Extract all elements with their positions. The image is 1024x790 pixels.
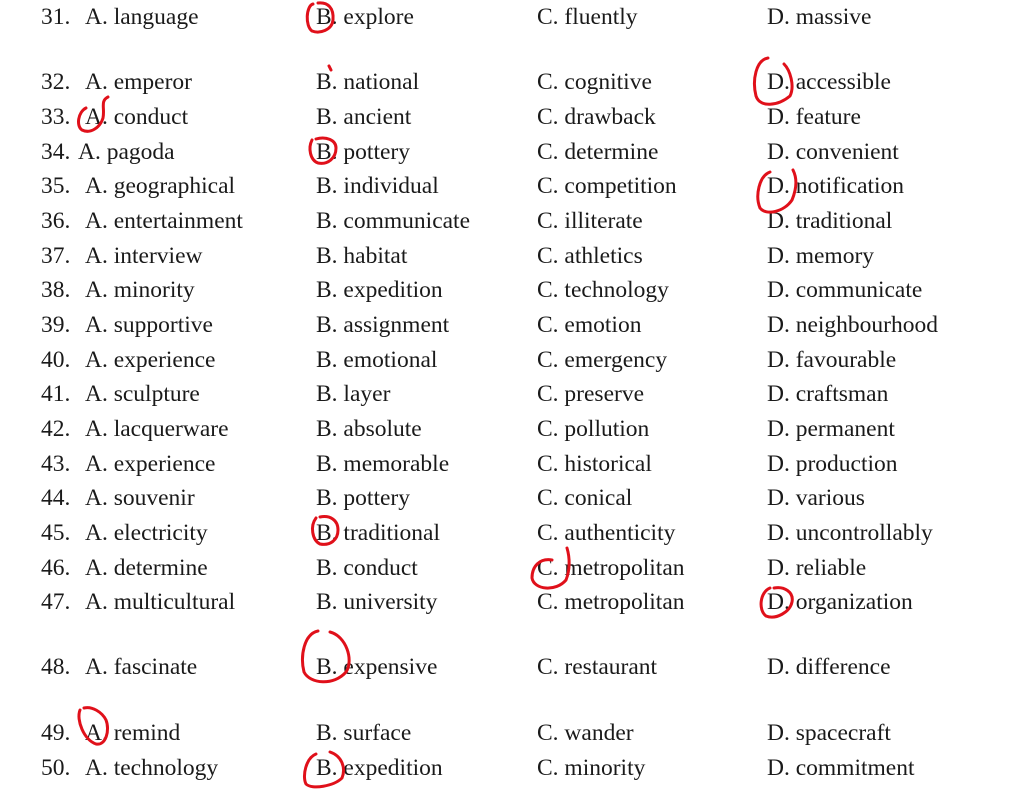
option-c: C. authenticity	[537, 520, 676, 546]
option-a: A. determine	[85, 555, 208, 581]
option-d: D. memory	[767, 243, 875, 269]
option-a: A. emperor	[85, 69, 193, 95]
option-a: A. technology	[85, 755, 219, 781]
question-number: 31.	[41, 4, 71, 30]
option-c: C. preserve	[537, 381, 645, 407]
option-c: C. pollution	[537, 416, 650, 442]
option-b: B. national	[316, 69, 420, 95]
question-row-33	[0, 102, 1024, 132]
option-d: D. massive	[767, 4, 872, 30]
option-a: A. sculpture	[85, 381, 200, 407]
option-a: A. lacquerware	[85, 416, 229, 442]
option-b: B. pottery	[316, 485, 410, 511]
option-c: C. illiterate	[537, 208, 643, 234]
option-c: C. cognitive	[537, 69, 652, 95]
question-row-49	[0, 718, 1024, 748]
option-c: C. athletics	[537, 243, 643, 269]
option-d: D. various	[767, 485, 865, 511]
option-b: B. expensive	[316, 654, 438, 680]
option-a: A. souvenir	[85, 485, 195, 511]
option-c: C. determine	[537, 139, 659, 165]
option-b: B. individual	[316, 173, 439, 199]
option-d: D. reliable	[767, 555, 867, 581]
option-d: D. communicate	[767, 277, 923, 303]
question-number: 43.	[41, 451, 71, 477]
question-number: 40.	[41, 347, 71, 373]
question-number: 41.	[41, 381, 71, 407]
option-c: C. metropolitan	[537, 589, 685, 615]
question-row-39	[0, 310, 1024, 340]
option-a: A. conduct	[85, 104, 189, 130]
option-c: C. emotion	[537, 312, 642, 338]
question-number: 39.	[41, 312, 71, 338]
question-number: 50.	[41, 755, 71, 781]
question-number: 42.	[41, 416, 71, 442]
question-number: 36.	[41, 208, 71, 234]
option-b: B. expedition	[316, 755, 443, 781]
question-row-31	[0, 2, 1024, 32]
option-d: D. craftsman	[767, 381, 889, 407]
option-a: A. remind	[85, 720, 181, 746]
option-a: A. supportive	[85, 312, 213, 338]
question-number: 33.	[41, 104, 71, 130]
option-b: B. ancient	[316, 104, 412, 130]
option-d: D. feature	[767, 104, 861, 130]
question-row-41	[0, 379, 1024, 409]
option-c: C. drawback	[537, 104, 656, 130]
question-row-35	[0, 171, 1024, 201]
option-b: B. traditional	[316, 520, 441, 546]
option-d: D. organization	[767, 589, 913, 615]
option-d: D. accessible	[767, 69, 891, 95]
question-row-48	[0, 652, 1024, 682]
option-d: D. traditional	[767, 208, 893, 234]
option-b: B. communicate	[316, 208, 471, 234]
option-b: B. expedition	[316, 277, 443, 303]
question-number: 35.	[41, 173, 71, 199]
option-c: C. minority	[537, 755, 646, 781]
option-b: B. surface	[316, 720, 412, 746]
option-a: A. multicultural	[85, 589, 236, 615]
option-a: A. electricity	[85, 520, 208, 546]
question-row-46	[0, 553, 1024, 583]
option-d: D. uncontrollably	[767, 520, 933, 546]
option-d: D. commitment	[767, 755, 915, 781]
option-a: A. experience	[85, 347, 216, 373]
question-number: 38.	[41, 277, 71, 303]
option-b: B. pottery	[316, 139, 410, 165]
option-b: B. habitat	[316, 243, 408, 269]
question-row-32	[0, 67, 1024, 97]
option-a: A. pagoda	[78, 139, 175, 165]
question-number: 34.	[41, 139, 71, 165]
option-b: B. explore	[316, 4, 414, 30]
option-b: B. memorable	[316, 451, 450, 477]
question-row-50	[0, 753, 1024, 783]
question-number: 47.	[41, 589, 71, 615]
option-a: A. fascinate	[85, 654, 198, 680]
option-d: D. neighbourhood	[767, 312, 939, 338]
option-a: A. geographical	[85, 173, 236, 199]
option-d: D. favourable	[767, 347, 897, 373]
question-number: 45.	[41, 520, 71, 546]
option-d: D. notification	[767, 173, 905, 199]
option-a: A. entertainment	[85, 208, 243, 234]
question-row-34	[0, 137, 1024, 167]
option-b: B. assignment	[316, 312, 450, 338]
question-number: 49.	[41, 720, 71, 746]
option-c: C. emergency	[537, 347, 668, 373]
question-row-38	[0, 275, 1024, 305]
option-d: D. spacecraft	[767, 720, 891, 746]
option-a: A. experience	[85, 451, 216, 477]
question-number: 44.	[41, 485, 71, 511]
question-row-45	[0, 518, 1024, 548]
option-a: A. language	[85, 4, 199, 30]
question-row-36	[0, 206, 1024, 236]
option-d: D. convenient	[767, 139, 899, 165]
option-b: B. emotional	[316, 347, 438, 373]
option-c: C. wander	[537, 720, 634, 746]
option-b: B. absolute	[316, 416, 422, 442]
question-number: 48.	[41, 654, 71, 680]
question-row-40	[0, 345, 1024, 375]
option-d: D. permanent	[767, 416, 895, 442]
question-number: 46.	[41, 555, 71, 581]
option-c: C. technology	[537, 277, 669, 303]
question-row-42	[0, 414, 1024, 444]
question-row-44	[0, 483, 1024, 513]
option-a: A. minority	[85, 277, 195, 303]
option-d: D. difference	[767, 654, 891, 680]
option-c: C. conical	[537, 485, 633, 511]
option-a: A. interview	[85, 243, 203, 269]
question-number: 37.	[41, 243, 71, 269]
question-row-47	[0, 587, 1024, 617]
option-c: C. restaurant	[537, 654, 658, 680]
option-b: B. conduct	[316, 555, 418, 581]
option-b: B. layer	[316, 381, 391, 407]
question-number: 32.	[41, 69, 71, 95]
option-b: B. university	[316, 589, 438, 615]
option-d: D. production	[767, 451, 898, 477]
option-c: C. competition	[537, 173, 677, 199]
option-c: C. fluently	[537, 4, 638, 30]
question-row-43	[0, 449, 1024, 479]
option-c: C. metropolitan	[537, 555, 685, 581]
question-row-37	[0, 241, 1024, 271]
option-c: C. historical	[537, 451, 652, 477]
